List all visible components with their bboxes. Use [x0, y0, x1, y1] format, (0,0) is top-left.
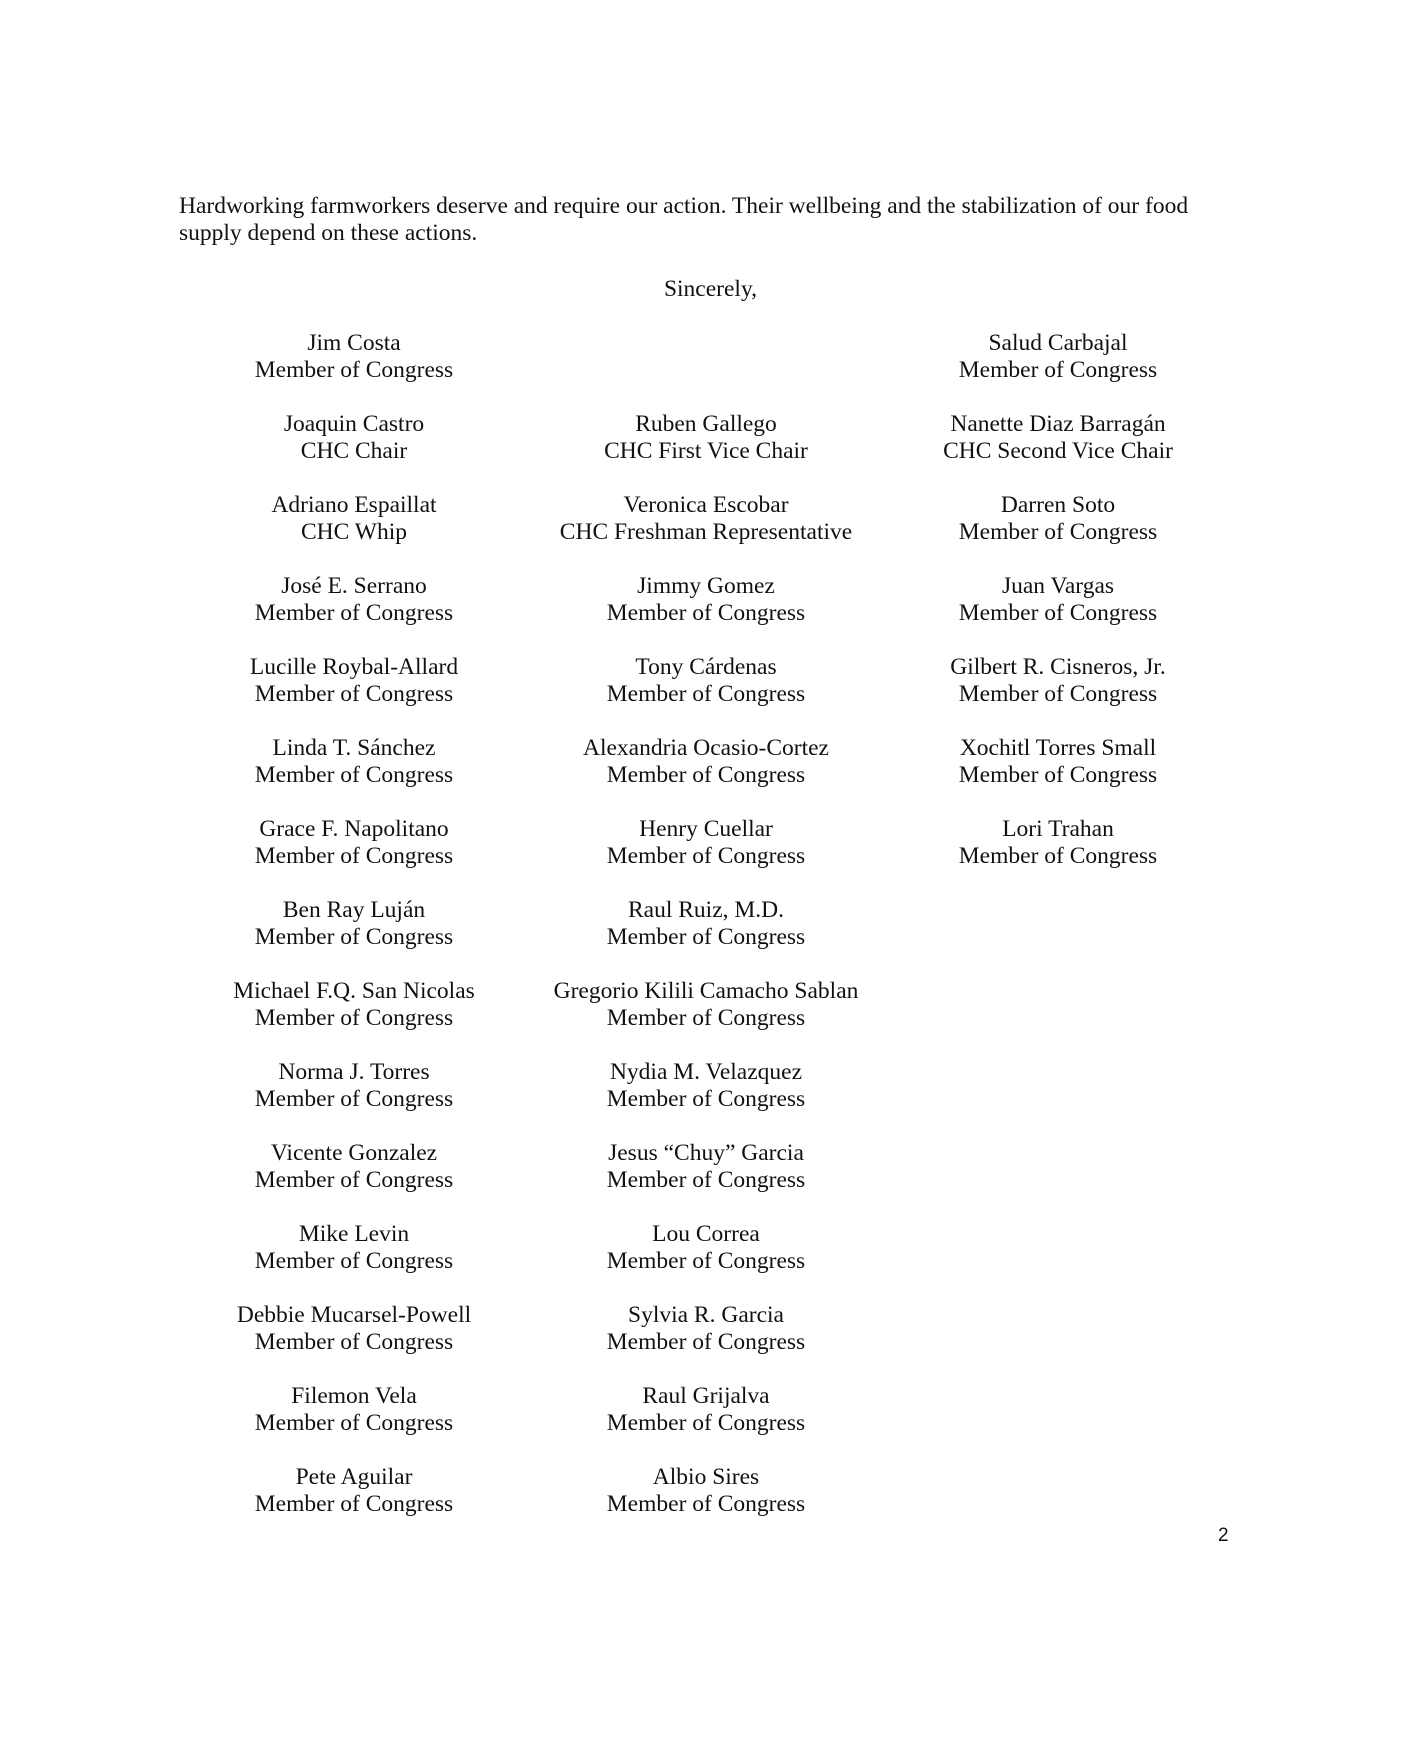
signature-block	[848, 330, 1268, 384]
signatory-name: Linda T. Sánchez	[272, 735, 436, 761]
signatory-title: Member of Congress	[606, 681, 806, 707]
signatory-name: Adriano Espaillat	[271, 492, 437, 518]
signatory-name: Lori Trahan	[1002, 816, 1114, 842]
signature-block	[848, 411, 1268, 465]
signatory-title: Member of Congress	[606, 1167, 806, 1193]
signatory-title: Member of Congress	[254, 1005, 454, 1031]
signatory-title: Member of Congress	[958, 843, 1158, 869]
signatory-title: Member of Congress	[254, 1248, 454, 1274]
signatory-name: Tony Cárdenas	[635, 654, 777, 680]
signatory-name: Henry Cuellar	[639, 816, 773, 842]
signature-block	[496, 1221, 916, 1275]
signature-block	[848, 573, 1268, 627]
signatory-name: Albio Sires	[652, 1464, 760, 1490]
signatory-name: Grace F. Napolitano	[259, 816, 449, 842]
signature-block	[496, 978, 916, 1032]
signatory-title: CHC Freshman Representative	[559, 519, 853, 545]
signatory-title: Member of Congress	[254, 924, 454, 950]
letter-paragraph: Hardworking farmworkers deserve and require our action. Their wellbeing and the stabilization of our food supply depend on these actions.	[179, 193, 1189, 246]
signatory-name: Gregorio Kilili Camacho Sablan	[553, 978, 859, 1004]
signatory-name: Joaquin Castro	[283, 411, 425, 437]
signatory-name: Raul Grijalva	[642, 1383, 770, 1409]
signature-block	[496, 1140, 916, 1194]
signature-block	[848, 816, 1268, 870]
signatory-name: Salud Carbajal	[988, 330, 1128, 356]
signatory-name: Michael F.Q. San Nicolas	[233, 978, 475, 1004]
signatory-title: Member of Congress	[606, 1491, 806, 1517]
signatory-title: Member of Congress	[254, 600, 454, 626]
signatory-title: Member of Congress	[606, 843, 806, 869]
signatory-title: Member of Congress	[254, 1167, 454, 1193]
signatory-title: Member of Congress	[958, 600, 1158, 626]
signatory-name: Pete Aguilar	[295, 1464, 413, 1490]
signatory-title: Member of Congress	[958, 681, 1158, 707]
signatory-title: Member of Congress	[254, 681, 454, 707]
signatory-title: Member of Congress	[606, 1329, 806, 1355]
signatory-title: Member of Congress	[958, 357, 1158, 383]
signatory-title: Member of Congress	[958, 762, 1158, 788]
signatory-name: Raul Ruiz, M.D.	[627, 897, 784, 923]
signatory-name: Darren Soto	[1000, 492, 1116, 518]
signature-block	[848, 654, 1268, 708]
signatory-name: Mike Levin	[298, 1221, 410, 1247]
signatory-title: Member of Congress	[958, 519, 1158, 545]
signatory-name: Jesus “Chuy” Garcia	[608, 1140, 804, 1166]
signatory-name: Nanette Diaz Barragán	[950, 411, 1166, 437]
signatory-name: Filemon Vela	[291, 1383, 417, 1409]
signature-block	[496, 1383, 916, 1437]
signatory-title: Member of Congress	[606, 600, 806, 626]
signatory-title: CHC Second Vice Chair	[943, 438, 1173, 464]
signatory-title: Member of Congress	[254, 843, 454, 869]
signature-block	[848, 492, 1268, 546]
signatory-name: Juan Vargas	[1001, 573, 1115, 599]
signatory-title: Member of Congress	[254, 762, 454, 788]
signatory-title: CHC First Vice Chair	[604, 438, 808, 464]
signature-block	[848, 735, 1268, 789]
signatory-name: Norma J. Torres	[278, 1059, 430, 1085]
signatory-name: Veronica Escobar	[623, 492, 789, 518]
signatory-name: José E. Serrano	[281, 573, 427, 599]
signatory-title: CHC Whip	[301, 519, 407, 545]
signatory-name: Jimmy Gomez	[637, 573, 775, 599]
signatory-title: Member of Congress	[254, 1086, 454, 1112]
closing-salutation: Sincerely,	[663, 276, 758, 302]
signatory-name: Jim Costa	[307, 330, 401, 356]
signatory-name: Xochitl Torres Small	[959, 735, 1157, 761]
signatory-name: Alexandria Ocasio-Cortez	[583, 735, 829, 761]
signatory-title: Member of Congress	[254, 357, 454, 383]
signature-block	[496, 1302, 916, 1356]
signatory-title: Member of Congress	[254, 1329, 454, 1355]
signatory-title: Member of Congress	[606, 1248, 806, 1274]
signatory-name: Ben Ray Luján	[282, 897, 426, 923]
signatory-title: Member of Congress	[606, 1086, 806, 1112]
signatory-title: Member of Congress	[254, 1410, 454, 1436]
signatory-name: Vicente Gonzalez	[270, 1140, 438, 1166]
signatory-name: Ruben Gallego	[635, 411, 777, 437]
signature-block	[496, 1464, 916, 1518]
signatory-title: Member of Congress	[254, 1491, 454, 1517]
signatory-title: CHC Chair	[300, 438, 408, 464]
signatory-name: Debbie Mucarsel-Powell	[236, 1302, 472, 1328]
signatory-title: Member of Congress	[606, 1005, 806, 1031]
page-number: 2	[1218, 1525, 1229, 1546]
signatory-name: Lucille Roybal-Allard	[249, 654, 459, 680]
signatory-name: Gilbert R. Cisneros, Jr.	[950, 654, 1166, 680]
signatory-title: Member of Congress	[606, 1410, 806, 1436]
signatory-name: Sylvia R. Garcia	[628, 1302, 784, 1328]
signatory-name: Nydia M. Velazquez	[609, 1059, 803, 1085]
signature-block	[496, 897, 916, 951]
signature-block	[144, 330, 564, 384]
signatory-name: Lou Correa	[652, 1221, 760, 1247]
signatory-title: Member of Congress	[606, 924, 806, 950]
signatory-title: Member of Congress	[606, 762, 806, 788]
signature-block	[496, 1059, 916, 1113]
